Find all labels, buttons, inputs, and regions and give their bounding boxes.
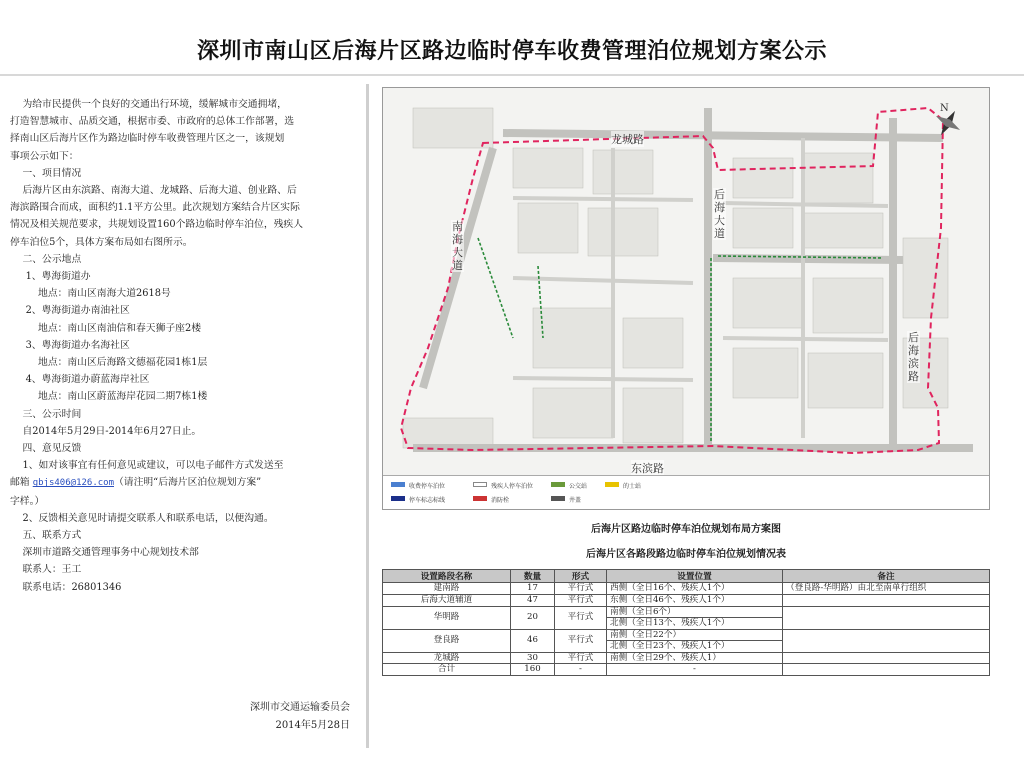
- body-line: 1、如对该事宜有任何意见或建议，可以电子邮件方式发送至: [10, 460, 284, 472]
- table-row: [383, 652, 990, 664]
- cell-road-name: 建南路: [383, 583, 511, 595]
- legend-item-5: 消防栓: [491, 497, 510, 504]
- cell-position: 北侧（全日13个、残疾人1个）: [607, 618, 783, 630]
- body2-line: 2、反馈相关意见时请提交联系人和联系电话，以便沟通。: [10, 512, 274, 524]
- parking-plan-table: [382, 569, 990, 676]
- body-line: 后海片区由东滨路、南海大道、龙城路、后海大道、创业路、后: [10, 185, 297, 197]
- email-line: [10, 474, 356, 492]
- label-nanhai-avenue: 南海大道: [452, 220, 463, 272]
- cell-note: [783, 629, 990, 652]
- cell-position: 北侧（全日23个、残疾人1个）: [607, 641, 783, 653]
- table-row: [383, 595, 990, 607]
- cell-road-name: 后海大道辅道: [383, 595, 511, 607]
- cell-road-name: 龙城路: [383, 652, 511, 664]
- cell-form: -: [555, 664, 607, 676]
- legend-swatch-1: [391, 482, 405, 487]
- cell-position: 西侧（全日16个、残疾人1个）: [607, 583, 783, 595]
- body-line: 3、粤海街道办名海社区: [10, 339, 130, 351]
- label-houhaibin-road: 后海滨路: [908, 331, 919, 383]
- cell-position: 南侧（全日6个）: [607, 606, 783, 618]
- body2-line: 联系人：王工: [10, 564, 82, 576]
- body-line: 情况及相关规范要求，共规划设置160个路边临时停车泊位，残疾人: [10, 219, 304, 231]
- email-suffix: （请注明“后海片区泊位规划方案”: [114, 477, 262, 489]
- cell-position: -: [607, 664, 783, 676]
- cell-note: [783, 606, 990, 629]
- body-paragraphs: [10, 96, 356, 474]
- cell-position: 东侧（全日46个、残疾人1个）: [607, 595, 783, 607]
- body-line: 择南山区后海片区作为路边临时停车收费管理片区之一，该规划: [10, 133, 285, 145]
- legend-swatch-2: [473, 482, 487, 487]
- sign-date: 2014年5月28日: [275, 720, 350, 731]
- body2-line: 联系电话：26801346: [10, 581, 122, 593]
- body2-line: 深圳市道路交通管理事务中心规划技术部: [10, 547, 199, 559]
- body-line: 三、公示时间: [10, 408, 82, 420]
- cell-road-name: 合计: [383, 664, 511, 676]
- body-line: 地点：南山区后海路文德福花园1栋1层: [10, 357, 208, 369]
- cell-qty: 46: [511, 629, 555, 652]
- announcement-body: [10, 96, 356, 596]
- label-longcheng-road: 龙城路: [611, 133, 644, 146]
- legend-item-2: 残疾人停车泊位: [491, 483, 534, 490]
- table-body: [383, 583, 990, 676]
- header-form: 形式: [555, 570, 607, 583]
- north-label: N: [940, 103, 949, 114]
- cell-qty: 47: [511, 595, 555, 607]
- cell-qty: 20: [511, 606, 555, 629]
- legend-swatch-4: [391, 496, 405, 501]
- cell-form: 平行式: [555, 606, 607, 629]
- table-caption: 后海片区各路段路边临时停车泊位规划情况表: [586, 549, 786, 560]
- legend-swatch-7: [605, 482, 619, 487]
- header-road: 设置路段名称: [383, 570, 511, 583]
- map-graphic: [383, 88, 990, 510]
- cell-form: 平行式: [555, 652, 607, 664]
- map-caption: 后海片区路边临时停车泊位规划布局方案图: [591, 524, 781, 535]
- body-line: 地点：南山区南海大道2618号: [10, 288, 171, 300]
- title-rule: [0, 74, 1024, 76]
- header-note: 备注: [783, 570, 990, 583]
- legend-swatch-6: [551, 496, 565, 501]
- body-line: 2、粤海街道办南油社区: [10, 305, 130, 317]
- table-row: [383, 664, 990, 676]
- cell-position: 南侧（全日29个、残疾人1）: [607, 652, 783, 664]
- body-line: 打造智慧城市、品质交通，根据市委、市政府的总体工作部署，选: [10, 116, 295, 128]
- planning-map: [382, 87, 990, 510]
- legend-item-1: 收费停车泊位: [409, 483, 446, 490]
- label-dongbin-road: 东滨路: [631, 462, 664, 475]
- cell-qty: 17: [511, 583, 555, 595]
- body-line: 地点：南山区蔚蓝海岸花园二期7栋1楼: [10, 391, 208, 403]
- legend-item-4: 停车标志标线: [409, 497, 446, 504]
- legend-item-7: 的士站: [623, 483, 642, 490]
- cell-note: [783, 664, 990, 676]
- body-line: 4、粤海街道办蔚蓝海岸社区: [10, 374, 150, 386]
- cell-note: [783, 595, 990, 607]
- legend-swatch-3: [551, 482, 565, 487]
- body-line: 自2014年5月29日-2014年6月27日止。: [10, 425, 202, 437]
- body-line: 事项公示如下：: [10, 150, 79, 162]
- body-line: 二、公示地点: [10, 253, 82, 265]
- cell-note: [783, 652, 990, 664]
- column-divider: [366, 84, 369, 748]
- body-line: 四、意见反馈: [10, 443, 82, 455]
- body-line: 1、粤海街道办: [10, 271, 91, 283]
- body-line: 一、项目情况: [10, 167, 82, 179]
- body-line: 海滨路围合而成，面积约1.1平方公里。此次规划方案结合片区实际: [10, 202, 300, 214]
- after-email-line: 字样。）: [10, 495, 45, 507]
- cell-form: 平行式: [555, 629, 607, 652]
- sign-org: 深圳市交通运输委员会: [250, 702, 350, 713]
- header-qty: 数量: [511, 570, 555, 583]
- legend-item-3: 公交站: [569, 483, 588, 490]
- legend-swatch-5: [473, 496, 487, 501]
- header-position: 设置位置: [607, 570, 783, 583]
- cell-road-name: 华明路: [383, 606, 511, 629]
- table-row: [383, 606, 990, 618]
- page-title: 深圳市南山区后海片区路边临时停车收费管理泊位规划方案公示: [196, 39, 827, 64]
- map-legend: [383, 475, 989, 509]
- body-line: 为给市民提供一个良好的交通出行环境，缓解城市交通拥堵，: [10, 99, 287, 110]
- body-paragraphs-2: [10, 510, 356, 596]
- body2-line: 五、联系方式: [10, 530, 82, 542]
- email-prefix: 邮箱: [10, 477, 33, 489]
- cell-form: 平行式: [555, 595, 607, 607]
- cell-form: 平行式: [555, 583, 607, 595]
- cell-road-name: 登良路: [383, 629, 511, 652]
- cell-qty: 30: [511, 652, 555, 664]
- email-link[interactable]: gbjs406@126.com: [32, 478, 114, 489]
- table-row: [383, 583, 990, 595]
- label-houhai-avenue: 后海大道: [714, 188, 725, 240]
- cell-note: （登良路-华明路）由北至南单行组织: [783, 583, 990, 595]
- table-row: [383, 629, 990, 641]
- cell-position: 南侧（全日22个）: [607, 629, 783, 641]
- body-line: 停车泊位5个，具体方案布局如右图所示。: [10, 236, 193, 248]
- body-line: 地点：南山区南油信和春天狮子座2楼: [10, 322, 202, 334]
- table-header-row: [383, 570, 990, 583]
- legend-item-6: 井盖: [569, 497, 582, 504]
- cell-qty: 160: [511, 664, 555, 676]
